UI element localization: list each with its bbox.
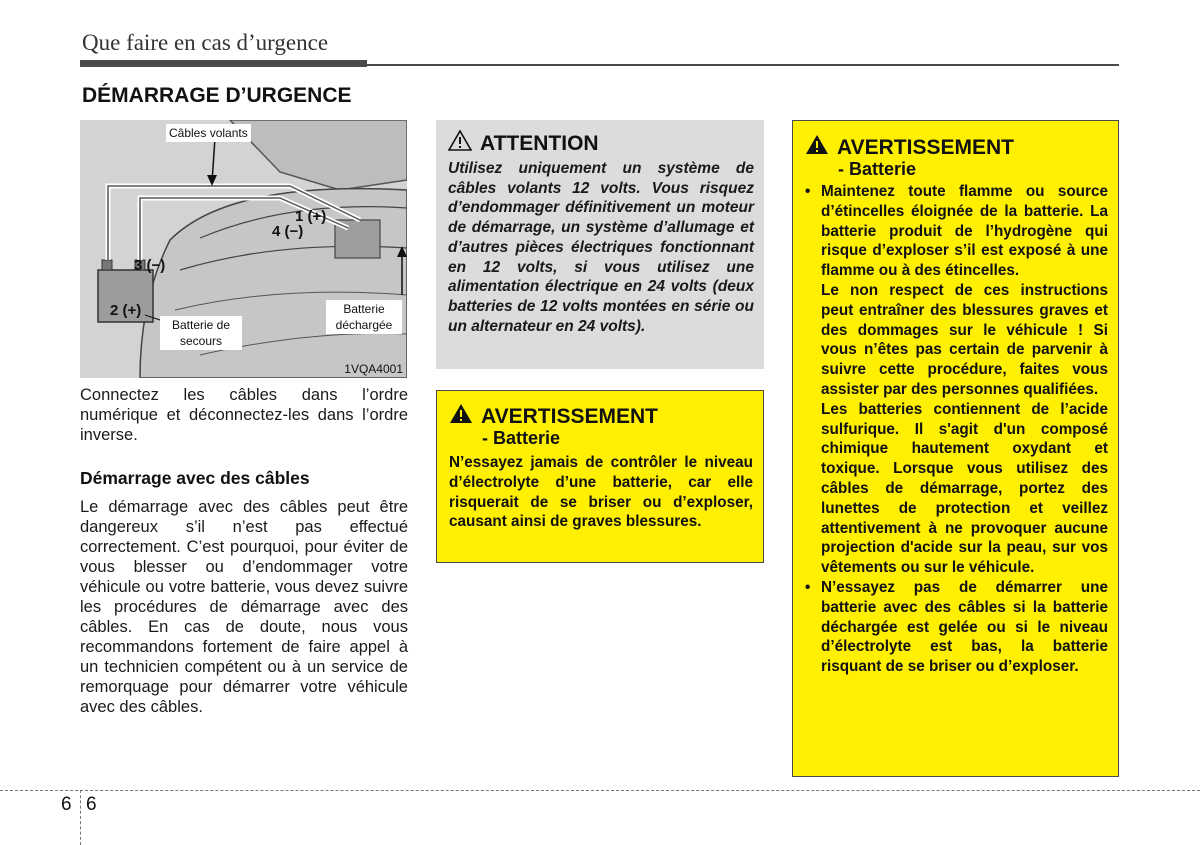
warning-subheading: - Batterie	[482, 428, 561, 448]
list-item-paragraph: Maintenez toute flamme ou source d’étincelles éloignée de la batterie. La batterie produit de l’hydrogène qui risque d’exploser s’il est exposé à une flamme ou à des étincelles.	[821, 183, 1108, 280]
subsection-body: Le démarrage avec des câbles peut être dangereux s’il n’est pas effectué correctement. C’est pourquoi, pour éviter de vous blesser ou d’endommager votre véhicule ou votre batterie, vous devez suivre les procédures de démarrage avec des câbles. En cas de doute, nous vous recommandons fortement de faire appel à un technicien compétent ou à un service de remorquage pour démarrer votre véhicule avec des câbles.	[80, 498, 408, 716]
caution-triangle-icon	[448, 130, 472, 157]
list-item-paragraph: Le non respect de ces instructions peut entraîner des blessures graves et des dommages sur le véhicule ! Si vous n’êtes pas certain de parvenir à suivre cette procédure, faites vous assister par des personnes qualifiées.	[821, 281, 1108, 398]
warning-triangle-icon	[449, 403, 473, 430]
attention-text: Utilisez uniquement un système de câbles volants 12 volts. Vous risquez d’endommager définitivement un moteur de démarrage, un système d’allumage et d’autres pièces électriques fonctionnant en 12 volts, si vous utilisez une alimentation électrique en 24 volts (deux batteries de 12 volts montées en série ou un alternateur en 24 volts).	[448, 160, 754, 335]
figure-label-backup-battery: Batterie de secours	[160, 316, 242, 350]
list-item-paragraph: Les batteries contiennent de l’acide sulfurique. Il s'agit d'un composé chimique hautement oxydant et toxique. Lorsque vous utilisez des câbles de démarrage, portez des lunettes de protection et veillez attentivement à ne provoquer aucune projection d'acide sur la peau, sur vos vêtements ou sur le véhicule.	[821, 400, 1108, 577]
bullet: •	[805, 183, 811, 200]
list-item	[805, 182, 1108, 578]
header-rule-thin	[367, 64, 1119, 66]
car-engine-bay-drawing	[80, 120, 407, 378]
figure-label-cables: Câbles volants	[166, 124, 251, 142]
terminal-1-label: 1 (+)	[295, 208, 327, 225]
attention-box	[436, 120, 764, 369]
bullet: •	[805, 578, 811, 596]
list-item-paragraph: N’essayez pas de démarrer une batterie avec des câbles si la batterie déchargée est gelée ou si le niveau d’électrolyte est bas, la batterie risquant de se briser ou d’exploser.	[821, 578, 1108, 676]
warning-box-battery	[792, 120, 1119, 777]
header-rule	[80, 60, 367, 67]
terminal-4-label: 4 (−)	[272, 223, 304, 240]
footer-divider	[80, 790, 81, 845]
figure-label-dead-battery: Batterie déchargée	[326, 300, 402, 334]
figure-code: 1VQA4001	[344, 362, 403, 376]
warning-triangle-icon	[805, 134, 829, 161]
terminal-3-label: 3 (−)	[134, 257, 166, 274]
page-header-title: Que faire en cas d’urgence	[82, 30, 329, 55]
list-item	[805, 578, 1108, 677]
page-number: 6	[86, 794, 97, 815]
attention-heading: ATTENTION	[480, 131, 599, 155]
chapter-number: 6	[61, 794, 72, 815]
terminal-2-label: 2 (+)	[110, 302, 142, 319]
warning-heading: AVERTISSEMENT	[481, 404, 658, 428]
intro-paragraph: Connectez les câbles dans l’ordre numérique et déconnectez-les dans l’ordre inverse.	[80, 386, 408, 444]
warning-subheading: - Batterie	[838, 159, 917, 179]
warning-text: N’essayez jamais de contrôler le niveau d’électrolyte d’une batterie, car elle risquerait de se briser ou d’exploser, causant ainsi de graves blessures.	[449, 454, 753, 531]
warning-heading: AVERTISSEMENT	[837, 135, 1014, 159]
warning-list	[805, 182, 1108, 677]
warning-box-electrolyte	[436, 390, 764, 563]
jump-start-illustration	[80, 120, 407, 378]
footer-rule	[0, 790, 1200, 791]
section-title: DÉMARRAGE D’URGENCE	[82, 84, 352, 107]
subsection-title: Démarrage avec des câbles	[80, 468, 310, 488]
